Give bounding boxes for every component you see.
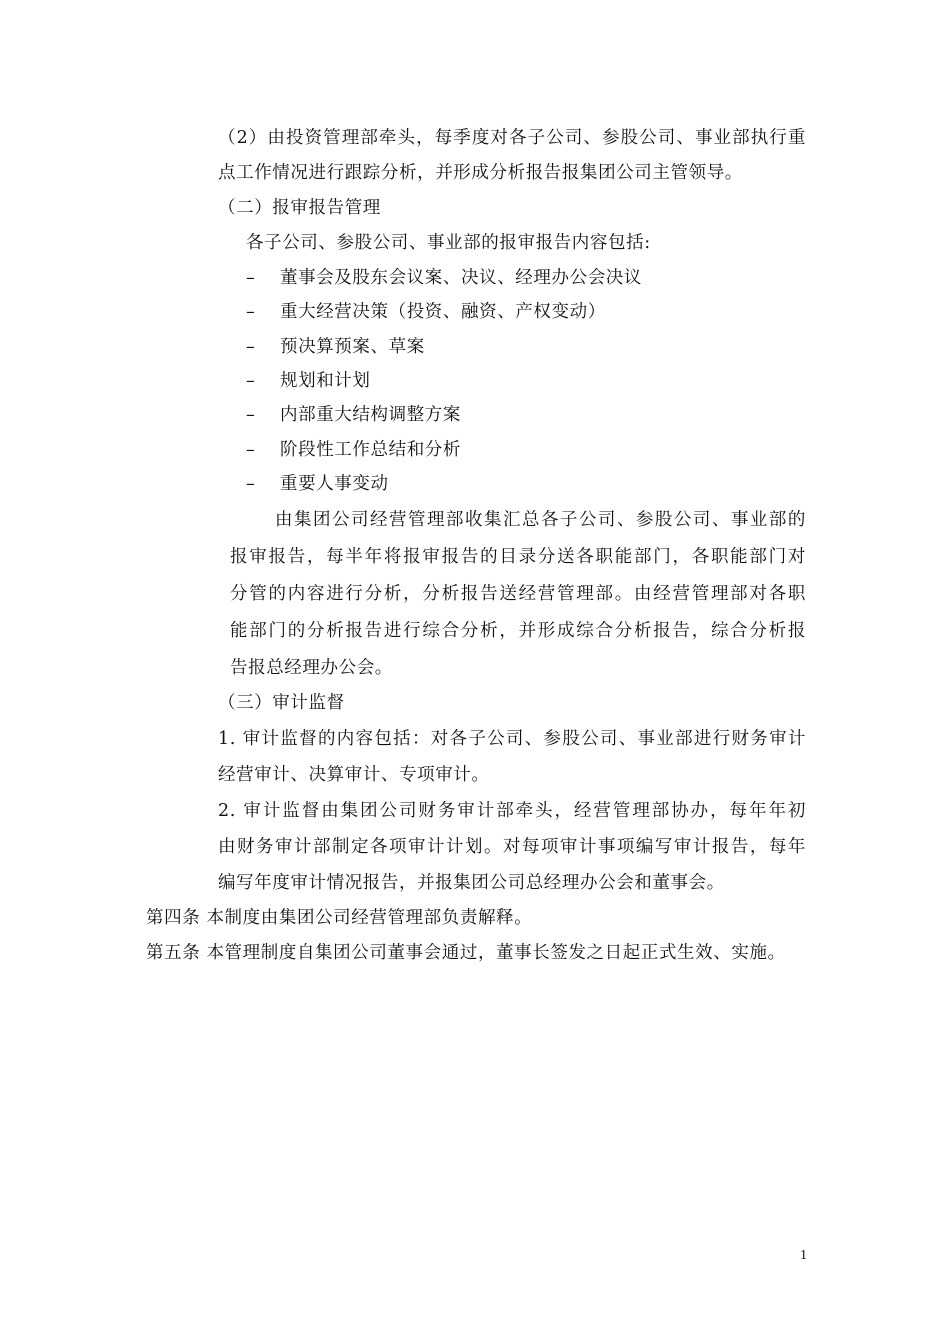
bullet-dash-icon: – xyxy=(246,337,255,357)
report-item: 重要人事变动 xyxy=(280,474,389,494)
bullet-dash-icon: – xyxy=(246,405,255,425)
report-paragraph-line: 能部门的分析报告进行综合分析，并形成综合分析报告，综合分析报 xyxy=(230,621,806,641)
bullet-dash-icon: – xyxy=(246,268,255,288)
audit-item2-line: 2. 审计监督由集团公司财务审计部牵头，经营管理部协办，每年年初 xyxy=(218,801,806,821)
report-item: 预决算预案、草案 xyxy=(280,337,425,357)
report-item: 规划和计划 xyxy=(280,371,371,391)
report-paragraph-line: 由集团公司经营管理部收集汇总各子公司、参股公司、事业部的 xyxy=(275,510,806,530)
report-item: 阶段性工作总结和分析 xyxy=(280,440,461,460)
report-section-heading: （二）报审报告管理 xyxy=(218,198,381,218)
audit-item2-line: 编写年度审计情况报告，并报集团公司总经理办公会和董事会。 xyxy=(218,873,725,893)
bullet-dash-icon: – xyxy=(246,440,255,460)
article-four: 第四条 本制度由集团公司经营管理部负责解释。 xyxy=(146,908,533,928)
audit-section-heading: （三）审计监督 xyxy=(218,693,345,713)
bullet-dash-icon: – xyxy=(246,371,255,391)
audit-item1-line: 1. 审计监督的内容包括：对各子公司、参股公司、事业部进行财务审计 xyxy=(218,729,806,749)
audit-item2-line: 由财务审计部制定各项审计计划。对每项审计事项编写审计报告，每年 xyxy=(218,837,806,857)
bullet-dash-icon: – xyxy=(246,474,255,494)
report-item: 董事会及股东会议案、决议、经理办公会决议 xyxy=(280,268,642,288)
report-paragraph-line: 分管的内容进行分析，分析报告送经营管理部。由经营管理部对各职 xyxy=(230,584,806,604)
bullet-dash-icon: – xyxy=(246,302,255,322)
article-five: 第五条 本管理制度自集团公司董事会通过，董事长签发之日起正式生效、实施。 xyxy=(146,943,786,963)
audit-item1-line: 经营审计、决算审计、专项审计。 xyxy=(218,765,490,785)
item2-line-1: （2）由投资管理部牵头，每季度对各子公司、参股公司、事业部执行重 xyxy=(218,128,806,148)
item2-line-2: 点工作情况进行跟踪分析，并形成分析报告报集团公司主管领导。 xyxy=(218,163,743,183)
report-intro: 各子公司、参股公司、事业部的报审报告内容包括: xyxy=(246,233,651,253)
report-item: 内部重大结构调整方案 xyxy=(280,405,461,425)
report-item: 重大经营决策（投资、融资、产权变动） xyxy=(280,302,606,322)
report-paragraph-line: 报审报告，每半年将报审报告的目录分送各职能部门，各职能部门对 xyxy=(230,547,806,567)
page-number: 1 xyxy=(800,1248,807,1263)
report-paragraph-line: 告报总经理办公会。 xyxy=(230,658,393,678)
